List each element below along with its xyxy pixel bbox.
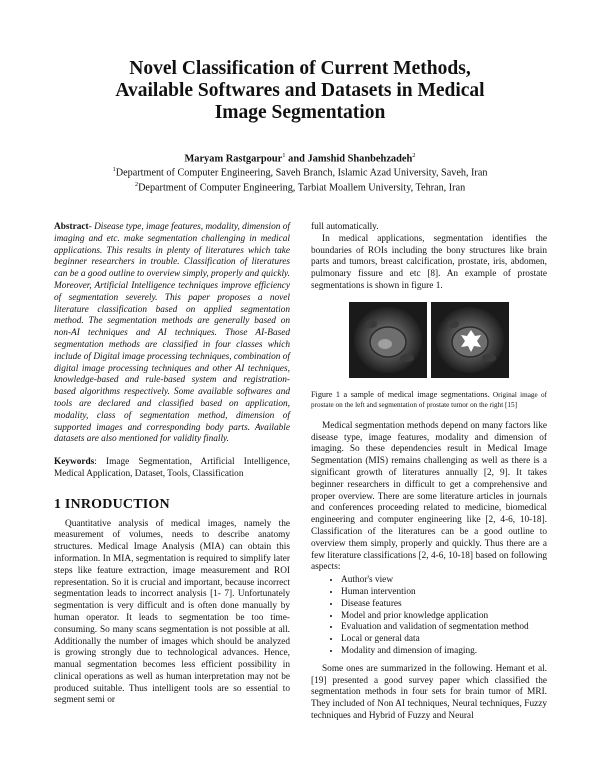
author-conj: and (285, 153, 308, 165)
affil-text: Department of Computer Engineering, Saveh Branch, Islamic Azad University, Saveh, Iran (115, 167, 488, 179)
figure-caption (311, 390, 547, 410)
left-column (54, 222, 290, 707)
title-line: Available Softwares and Datasets in Medical (115, 80, 485, 101)
list-item: • Modality and dimension of imaging. (341, 646, 547, 658)
affil-sup: 1 (112, 166, 116, 173)
author-name: Jamshid Shanbehzadeh (307, 153, 413, 165)
author-sup: 2 (412, 152, 416, 159)
keywords (54, 457, 290, 481)
right-column (311, 222, 547, 723)
affil-sup: 2 (134, 181, 139, 188)
section-heading: 1 INRODUCTION (54, 496, 170, 512)
keywords-label: Keywords (54, 457, 95, 468)
abstract-label: Abstract (54, 222, 89, 232)
body-paragraph: Some ones are summarized in the following. Hemant et al. [19] presented a good survey paper which classified the segmentation methods in four sets for brain tumor of MRI. They included of Non AI techniques, Neural techniques, Fuzzy techniques and Hybrid of Fuzzy and Neural (311, 663, 547, 721)
prostate-scan-image (349, 302, 427, 378)
title-line: Novel Classification of Current Methods, (129, 58, 471, 79)
list-item: • Human intervention (341, 587, 547, 599)
paper-title (0, 58, 600, 124)
caption-detail: Original image of prostate on the left and segmentation of prostate tumor on the right [15] (311, 390, 547, 409)
abstract-text: - Disease type, image features, modality, dimension of imaging and etc. make segmentation challenging in medical applications. This results in plenty of literatures which take beginner researchers in trouble. Classification of literatures can be a good outline to overview simply, properly and quickly. Moreover, Artificial Intelligence techniques improve efficiency of segmentation severely. This paper proposes a novel literature classification based on applied segmentation method. The segmentation methods are generally based on non-AI techniques and AI techniques. Those AI-Based segmentation methods are classified in four classes which include of Digital image processing techniques, combination of digital image processing techniques and other AI techniques, knowledge-based and rule-based system and registration-based algorithms respectively. Some available softwares and tools are declared and classified based on application, modality, class of segmentation method, dimension of supported images and corresponding body parts. Available datasets are also mentioned for validity finally. (54, 222, 290, 445)
affiliation-1 (0, 166, 600, 178)
body-paragraph: In medical applications, segmentation identifies the boundaries of ROIs including the bony structures like brain parts and tumors, breast calcification, prostate, iris, abdomen, pulmonary fissure and etc [8]. An example of prostate segmentations is shown in figure 1. (311, 233, 547, 291)
list-item: • Local or general data (341, 634, 547, 646)
list-item: • Author's view (341, 575, 547, 587)
title-line: Image Segmentation (214, 102, 386, 123)
author-line (0, 152, 600, 164)
body-paragraph: Medical segmentation methods depend on many factors like disease type, image features, modality and dimension of imaging. So these dependencies result in Medical Image Segmentation (MIS) remains challenging as well as there is a significant growth of literatures annually [2, 9]. It takes beginner researchers in difficult to get a comprehensive and proper overview. There are some literature articles in journals and conferences proceeding related to medicine, biomedical engineering and computer engineering like [2, 4-6, 10-18]. Classification of the literatures can be a good outline to overview them simply, properly and quickly. Thus there are a few literature classifications [2, 4-6, 10-18] based on following aspects: (311, 420, 547, 573)
segmented-scan-image (431, 302, 509, 378)
list-item: • Evaluation and validation of segmentation method (341, 622, 547, 634)
author-name: Maryam Rastgarpour (184, 153, 283, 165)
continued-text: full automatically. (311, 222, 379, 232)
affil-text: Department of Computer Engineering, Tarbiat Moallem University, Tehran, Iran (138, 182, 466, 194)
affiliation-2 (0, 181, 600, 193)
list-item: • Disease features (341, 599, 547, 611)
keywords-text: : Image Segmentation, Artificial Intelligence, Medical Application, Dataset, Tools, Classification (54, 457, 290, 479)
author-sup: 1 (282, 152, 286, 159)
aspect-list (311, 575, 547, 658)
abstract (54, 222, 290, 446)
intro-paragraph: Quantitative analysis of medical images, namely the measurement of volumes, needs to describe anatomy structures. Medical Image Analysis (MIA) can obtain this information. In MIA, segmentation is required to simplify later steps like feature extraction, image measurement and ROI representation. So it is crucial and important, because incorrect segmentation leads to incorrect analysis [1- 7]. Unfortunately segmentation is very difficult and is often done manually by human operator. It leads to segmentation be too time-consuming. So many scans segmentation is not possible at all. Additionally the number of images which should be analyzed is growing strongly due to technological advances. Hence, manual segmentation becomes less efficient possibility in clinical operations as well as human interpretation may not be produced suitable. Thus intelligent tools are so essential to segment semi or (54, 518, 290, 706)
list-item: • Model and prior knowledge application (341, 611, 547, 623)
figure-1 (311, 302, 547, 378)
caption-text: Figure 1 a sample of medical image segmentations. (311, 389, 490, 399)
